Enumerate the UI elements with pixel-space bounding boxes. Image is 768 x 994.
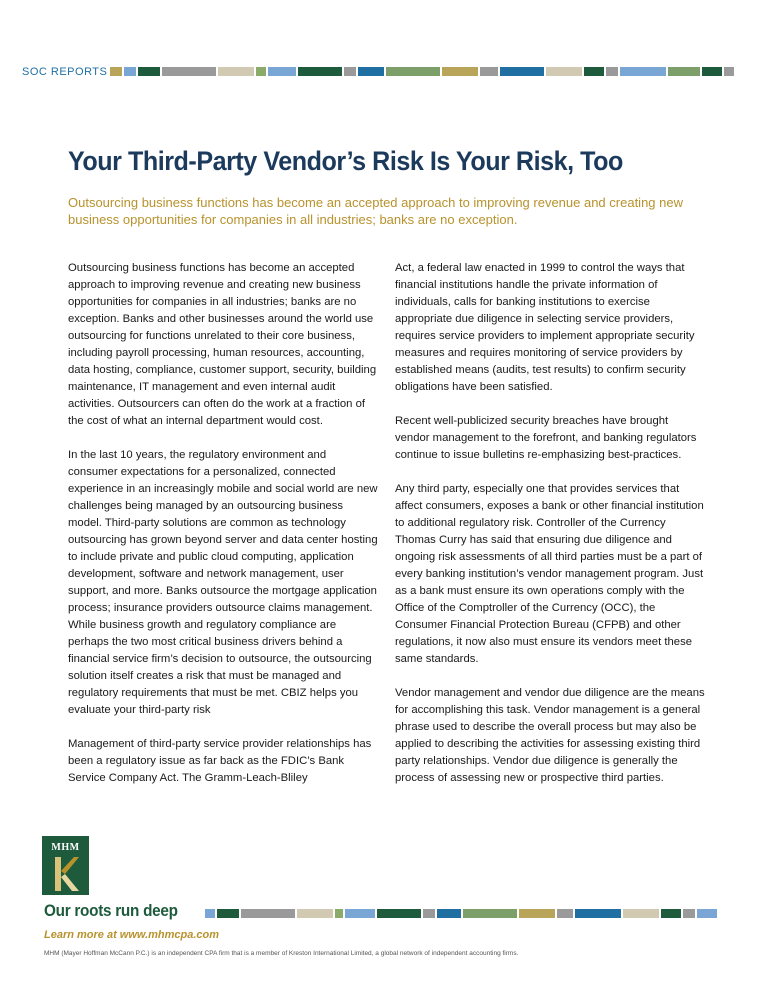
stripe-segment: [620, 67, 666, 76]
stripe-segment: [386, 67, 440, 76]
paragraph: Any third party, especially one that provides services that affect consumers, exposes a bank or other financial institution to additional regulatory risk. Controller of the Currency Thomas Curry has said that ensuring due diligence and ongoing risk assessments of all third parties must be a part of every banking institution’s vendor management program. Just as a bank must ensure its own operations comply with the Office of the Comptroller of the Currency (OCC), the Consumer Financial Protection Bureau (CFPB) and other regulations, it now also must ensure its vendors meet these same standards.: [395, 483, 704, 665]
stripe-segment: [256, 67, 266, 76]
stripe-segment: [442, 67, 478, 76]
stripe-segment: [162, 67, 216, 76]
stripe-segment: [345, 909, 375, 918]
right-column: [395, 260, 705, 804]
disclaimer: MHM (Mayer Hoffman McCann P.C.) is an independent CPA firm that is a member of Kreston International Limited, a global network of independent accounting firms.: [44, 950, 519, 957]
stripe-segment: [668, 67, 700, 76]
article-title: Your Third-Party Vendor’s Risk Is Your Risk, Too: [68, 146, 623, 176]
stripe-segment: [358, 67, 384, 76]
stripe-segment: [377, 909, 421, 918]
mhm-logo: [42, 836, 89, 895]
stripe-segment: [241, 909, 295, 918]
stripe-segment: [298, 67, 342, 76]
section-label: SOC REPORTS: [22, 66, 108, 78]
stripe-segment: [557, 909, 573, 918]
stripe-segment: [606, 67, 618, 76]
stripe-segment: [500, 67, 544, 76]
bottom-color-stripe: [205, 909, 768, 918]
stripe-segment: [217, 909, 239, 918]
stripe-segment: [519, 909, 555, 918]
stripe-segment: [697, 909, 717, 918]
paragraph: Act, a federal law enacted in 1999 to control the ways that financial institutions handle the private information of individuals, calls for banking institutions to exercise appropriate due diligence in selecting service providers, requires service providers to implement appropriate security measures and requires monitoring of service providers by established means (audits, test results) to confirm security obligations have been satisfied.: [395, 262, 695, 393]
stripe-segment: [463, 909, 517, 918]
top-color-stripe: [110, 67, 768, 76]
stripe-segment: [575, 909, 621, 918]
stripe-segment: [584, 67, 604, 76]
stripe-segment: [437, 909, 461, 918]
stripe-segment: [683, 909, 695, 918]
stripe-segment: [297, 909, 333, 918]
tagline: Our roots run deep: [44, 901, 178, 920]
stripe-segment: [344, 67, 356, 76]
logo-text: MHM: [51, 842, 80, 853]
stripe-segment: [546, 67, 582, 76]
stripe-segment: [205, 909, 215, 918]
paragraph: Vendor management and vendor due diligence are the means for accomplishing this task. Vendor management is a general phrase used to describe the overall process but may also be applied to describing the activities for assessing existing third party relationships. Vendor due diligence is generally the process of assessing new or prospective third parties.: [395, 687, 705, 784]
paragraph: Recent well-publicized security breaches have brought vendor management to the forefront, and banking regulators continue to issue bulletins re-emphasizing best-practices.: [395, 415, 697, 461]
learn-more-link[interactable]: Learn more at www.mhmcpa.com: [44, 929, 220, 941]
paragraph: Outsourcing business functions has become an accepted approach to improving revenue and creating new business opportunities for companies in all industries; banks are no exception. Banks and other businesses around the world use outsourcing for functions unrelated to their core business, including payroll processing, human resources, accounting, data hosting, compliance, customer support, security, building maintenance, IT management and even internal audit activities. Outsourcers can often do the work at a fraction of the cost of what an internal department would cost.: [68, 262, 377, 427]
logo-mark-icon: [52, 857, 79, 891]
stripe-segment: [623, 909, 659, 918]
stripe-segment: [724, 67, 734, 76]
paragraph: In the last 10 years, the regulatory environment and consumer expectations for a personalized, connected experience in an increasingly mobile and social world are new challenges being managed by an outsourcing business model. Third-party solutions are common as technology outsourcing has grown beyond server and data center hosting to include private and public cloud computing, application development, software and network management, user support, and more. Banks outsource the mortgage application process; insurance providers outsource claims management. While business growth and regulatory compliance are perhaps the two most critical business drivers behind a financial service firm’s decision to outsource, the outsourcing solution itself creates a risk that must be managed and regulatory requirements that must be met. CBIZ helps you evaluate your third-party risk: [68, 449, 378, 716]
article-intro: Outsourcing business functions has become an accepted approach to improving revenue and creating new business opportunities for companies in all industries; banks are no exception.: [68, 195, 683, 227]
stripe-segment: [661, 909, 681, 918]
stripe-segment: [218, 67, 254, 76]
stripe-segment: [138, 67, 160, 76]
stripe-segment: [702, 67, 722, 76]
stripe-segment: [480, 67, 498, 76]
stripe-segment: [423, 909, 435, 918]
stripe-segment: [268, 67, 296, 76]
stripe-segment: [110, 67, 122, 76]
left-column: [68, 260, 378, 804]
paragraph: Management of third-party service provider relationships has been a regulatory issue as far back as the FDIC’s Bank Service Company Act. The Gramm-Leach-Bliley: [68, 738, 372, 784]
stripe-segment: [124, 67, 136, 76]
stripe-segment: [335, 909, 343, 918]
